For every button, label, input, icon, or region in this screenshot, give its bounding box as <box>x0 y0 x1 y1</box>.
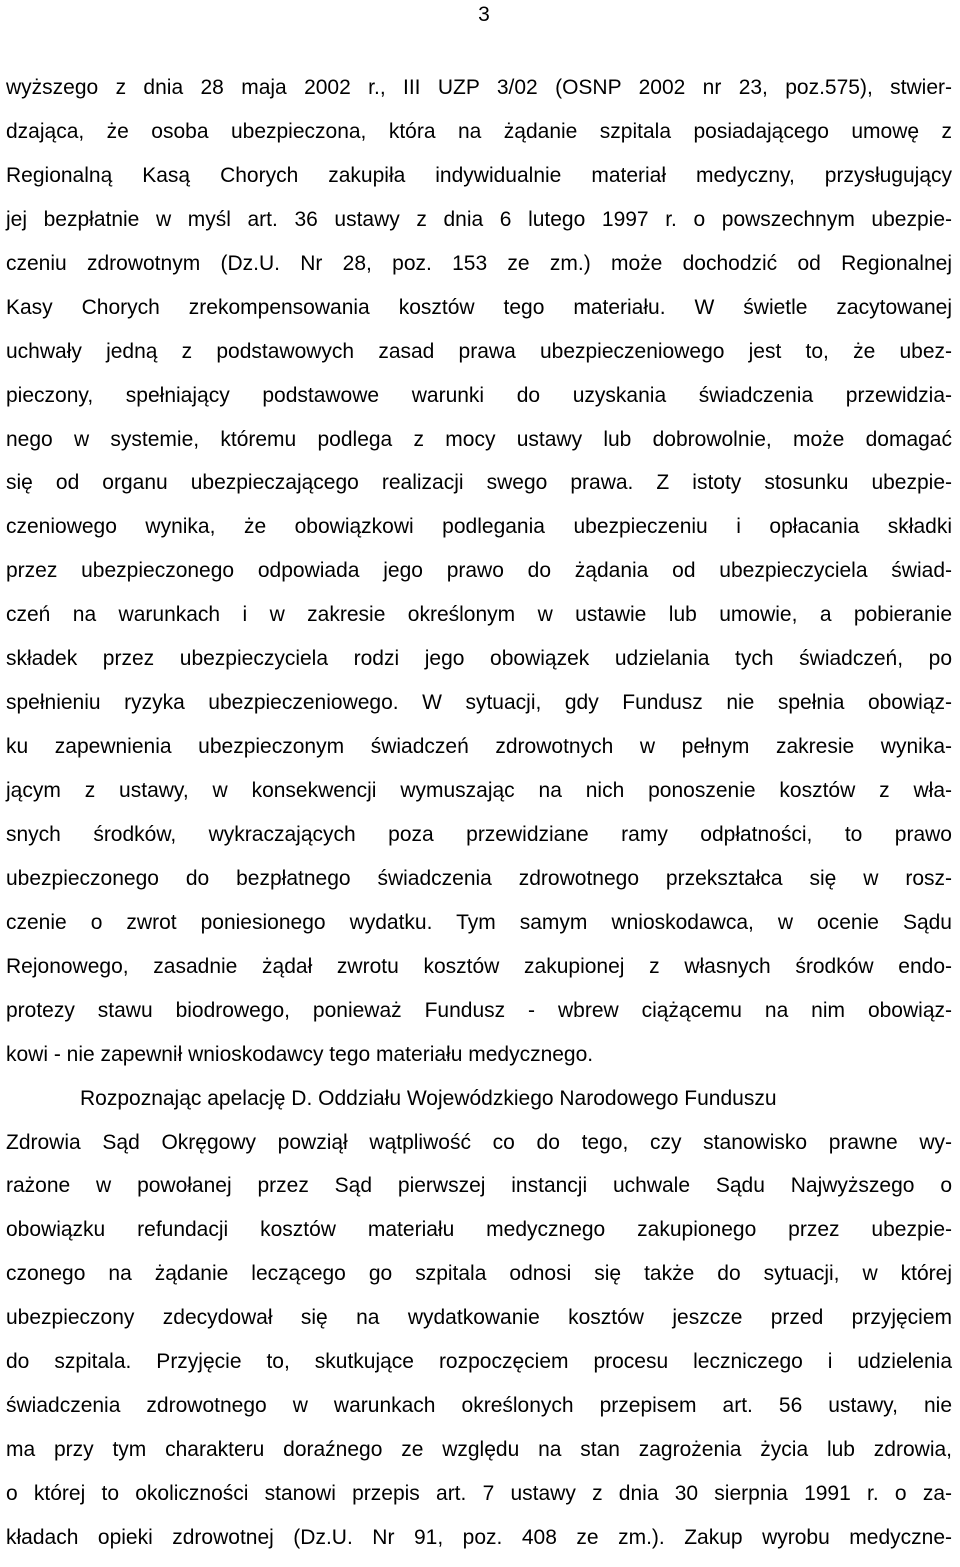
document-body <box>6 73 952 1567</box>
text-line: się od organu ubezpieczającego realizacji swego prawa. Z istoty stosunku ubezpie- <box>6 471 952 495</box>
text-line: jej bezpłatnie w myśl art. 36 ustawy z dnia 6 lutego 1997 r. o powszechnym ubezpie- <box>6 207 952 231</box>
text-line: uchwały jedną z podstawowych zasad prawa ubezpieczeniowego jest to, że ubez- <box>6 339 952 363</box>
text-line: czeniu zdrowotnym (Dz.U. Nr 28, poz. 153 ze zm.) może dochodzić od Regionalnej <box>6 251 952 275</box>
text-line: czenie o zwrot poniesionego wydatku. Tym samym wnioskodawca, w ocenie Sądu <box>6 910 952 934</box>
text-line: Regionalną Kasą Chorych zakupiła indywidualnie materiał medyczny, przysługujący <box>6 163 952 187</box>
text-line: Rozpoznając apelację D. Oddziału Wojewódzkiego Narodowego Funduszu <box>80 1086 777 1110</box>
text-line: ma przy tym charakteru doraźnego ze względu na stan zagrożenia życia lub zdrowia, <box>6 1438 952 1462</box>
text-line: Rejonowego, zasadnie żądał zwrotu kosztów zakupionej z własnych środków endo- <box>6 954 952 978</box>
text-line: czonego na żądanie leczącego go szpitala odnosi się także do sytuacji, w której <box>6 1262 952 1286</box>
text-line: przez ubezpieczonego odpowiada jego prawo do żądania od ubezpieczyciela świad- <box>6 559 952 583</box>
text-line: wyższego z dnia 28 maja 2002 r., III UZP 3/02 (OSNP 2002 nr 23, poz.575), stwier- <box>6 76 952 99</box>
text-line: snych środków, wykraczających poza przewidziane ramy odpłatności, to prawo <box>6 822 952 846</box>
text-line: świadczenia zdrowotnego w warunkach określonych przepisem art. 56 ustawy, nie <box>6 1394 952 1418</box>
text-line: ubezpieczonego do bezpłatnego świadczenia zdrowotnego przekształca się w rosz- <box>6 866 952 890</box>
text-line: obowiązku refundacji kosztów materiału medycznego zakupionego przez ubezpie- <box>6 1218 952 1242</box>
text-line: Kasy Chorych zrekompensowania kosztów tego materiału. W świetle zacytowanej <box>6 295 952 319</box>
text-line: pieczony, spełniający podstawowe warunki do uzyskania świadczenia przewidzia- <box>6 383 952 407</box>
text-line: czeniowego wynika, że obowiązkowi podlegania ubezpieczeniu i opłacania składki <box>6 515 952 539</box>
text-line: kładach opieki zdrowotnej (Dz.U. Nr 91, poz. 408 ze zm.). Zakup wyrobu medyczne- <box>6 1525 952 1549</box>
text-line: jącym z ustawy, w konsekwencji wymuszając na nich ponoszenie kosztów z wła- <box>6 779 952 802</box>
text-line: nego w systemie, któremu podlega z mocy ustawy lub dobrowolnie, może domagać <box>6 427 952 451</box>
text-line: do szpitala. Przyjęcie to, skutkujące rozpoczęciem procesu leczniczego i udzielenia <box>6 1350 952 1374</box>
text-line: spełnieniu ryzyka ubezpieczeniowego. W sytuacji, gdy Fundusz nie spełnia obowiąz- <box>6 691 952 715</box>
text-line: czeń na warunkach i w zakresie określonym w ustawie lub umowie, a pobieranie <box>6 603 952 627</box>
text-line: o której to okoliczności stanowi przepis art. 7 ustawy z dnia 30 sierpnia 1991 r. o za- <box>6 1482 952 1505</box>
text-line: Zdrowia Sąd Okręgowy powziął wątpliwość co do tego, czy stanowisko prawne wy- <box>6 1130 952 1154</box>
text-line: protezy stawu biodrowego, ponieważ Fundusz - wbrew ciążącemu na nim obowiąz- <box>6 998 952 1022</box>
text-line: ubezpieczony zdecydował się na wydatkowanie kosztów jeszcze przed przyjęciem <box>6 1306 952 1330</box>
text-line: składek przez ubezpieczyciela rodzi jego obowiązek udzielania tych świadczeń, po <box>6 647 952 671</box>
page-number: 3 <box>478 3 490 26</box>
text-line: kowi - nie zapewnił wnioskodawcy tego materiału medycznego. <box>6 1042 594 1066</box>
text-line: ku zapewnienia ubezpieczonym świadczeń zdrowotnych w pełnym zakresie wynika- <box>6 735 952 759</box>
text-line: dzająca, że osoba ubezpieczona, która na żądanie szpitala posiadającego umowę z <box>6 119 952 143</box>
text-line: rażone w powołanej przez Sąd pierwszej instancji uchwale Sądu Najwyższego o <box>6 1174 952 1198</box>
